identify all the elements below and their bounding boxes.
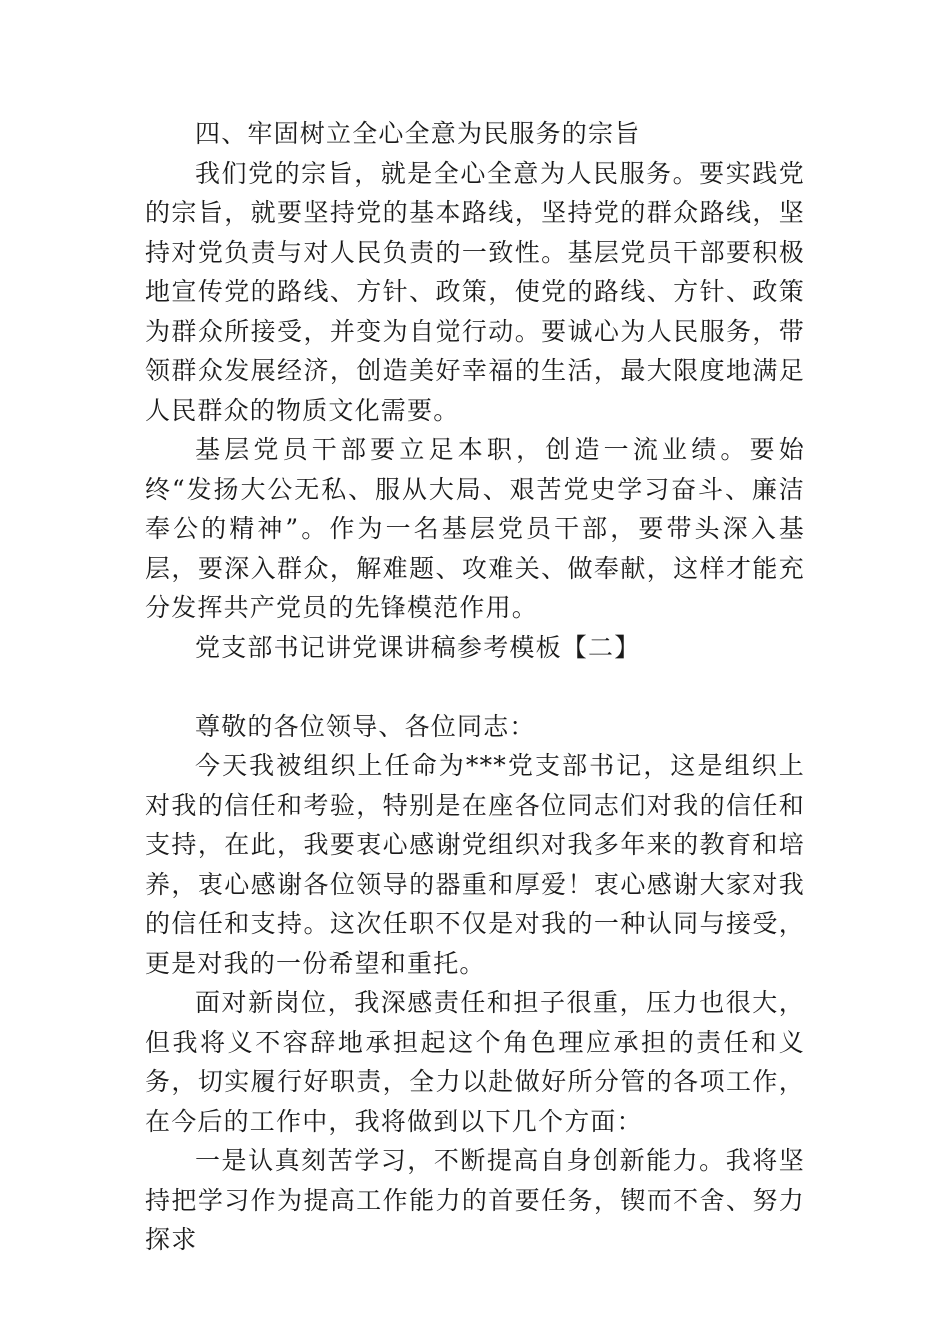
paragraph-point-one: 一是认真刻苦学习，不断提高自身创新能力。我将坚持把学习作为提高工作能力的首要任务，锲而不舍、努力探求 — [145, 1146, 805, 1254]
paragraph-party-purpose: 我们党的宗旨，就是全心全意为人民服务。要实践党的宗旨，就要坚持党的基本路线，坚持党的群众路线，坚持对党负责与对人民负责的一致性。基层党员干部要积极地宣传党的路线、方针、政策，使党的路线、方针、政策为群众所接受，并变为自觉行动。要诚心为人民服务，带领群众发展经济，创造美好幸福的生活，最大限度地满足人民群众的物质文化需要。 — [145, 158, 805, 425]
document-body — [145, 114, 805, 1260]
paragraph-grassroots-cadres: 基层党员干部要立足本职，创造一流业绩。要始终“发扬大公无私、服从大局、艰苦党史学习奋斗、廉洁奉公的精神”。作为一名基层党员干部，要带头深入基层，要深入群众，解难题、攻难关、做奉献，这样才能充分发挥共产党员的先锋模范作用。 — [145, 435, 805, 622]
template-title-two: 党支部书记讲党课讲稿参考模板【二】 — [195, 632, 641, 662]
paragraph-new-post: 面对新岗位，我深感责任和担子很重，压力也很大，但我将义不容辞地承担起这个角色理应承担的责任和义务，切实履行好职责，全力以赴做好所分管的各项工作，在今后的工作中，我将做到以下几个方面： — [145, 988, 805, 1136]
blank-line — [145, 667, 805, 707]
paragraph-appointment-thanks: 今天我被组织上任命为***党支部书记，这是组织上对我的信任和考验，特别是在座各位同志们对我的信任和支持，在此，我要衷心感谢党组织对我多年来的教育和培养，衷心感谢各位领导的器重和厚爱！衷心感谢大家对我的信任和支持。这次任职不仅是对我的一种认同与接受，更是对我的一份希望和重托。 — [145, 751, 805, 978]
section-heading-four: 四、牢固树立全心全意为民服务的宗旨 — [195, 119, 641, 148]
salutation: 尊敬的各位领导、各位同志： — [195, 711, 536, 741]
